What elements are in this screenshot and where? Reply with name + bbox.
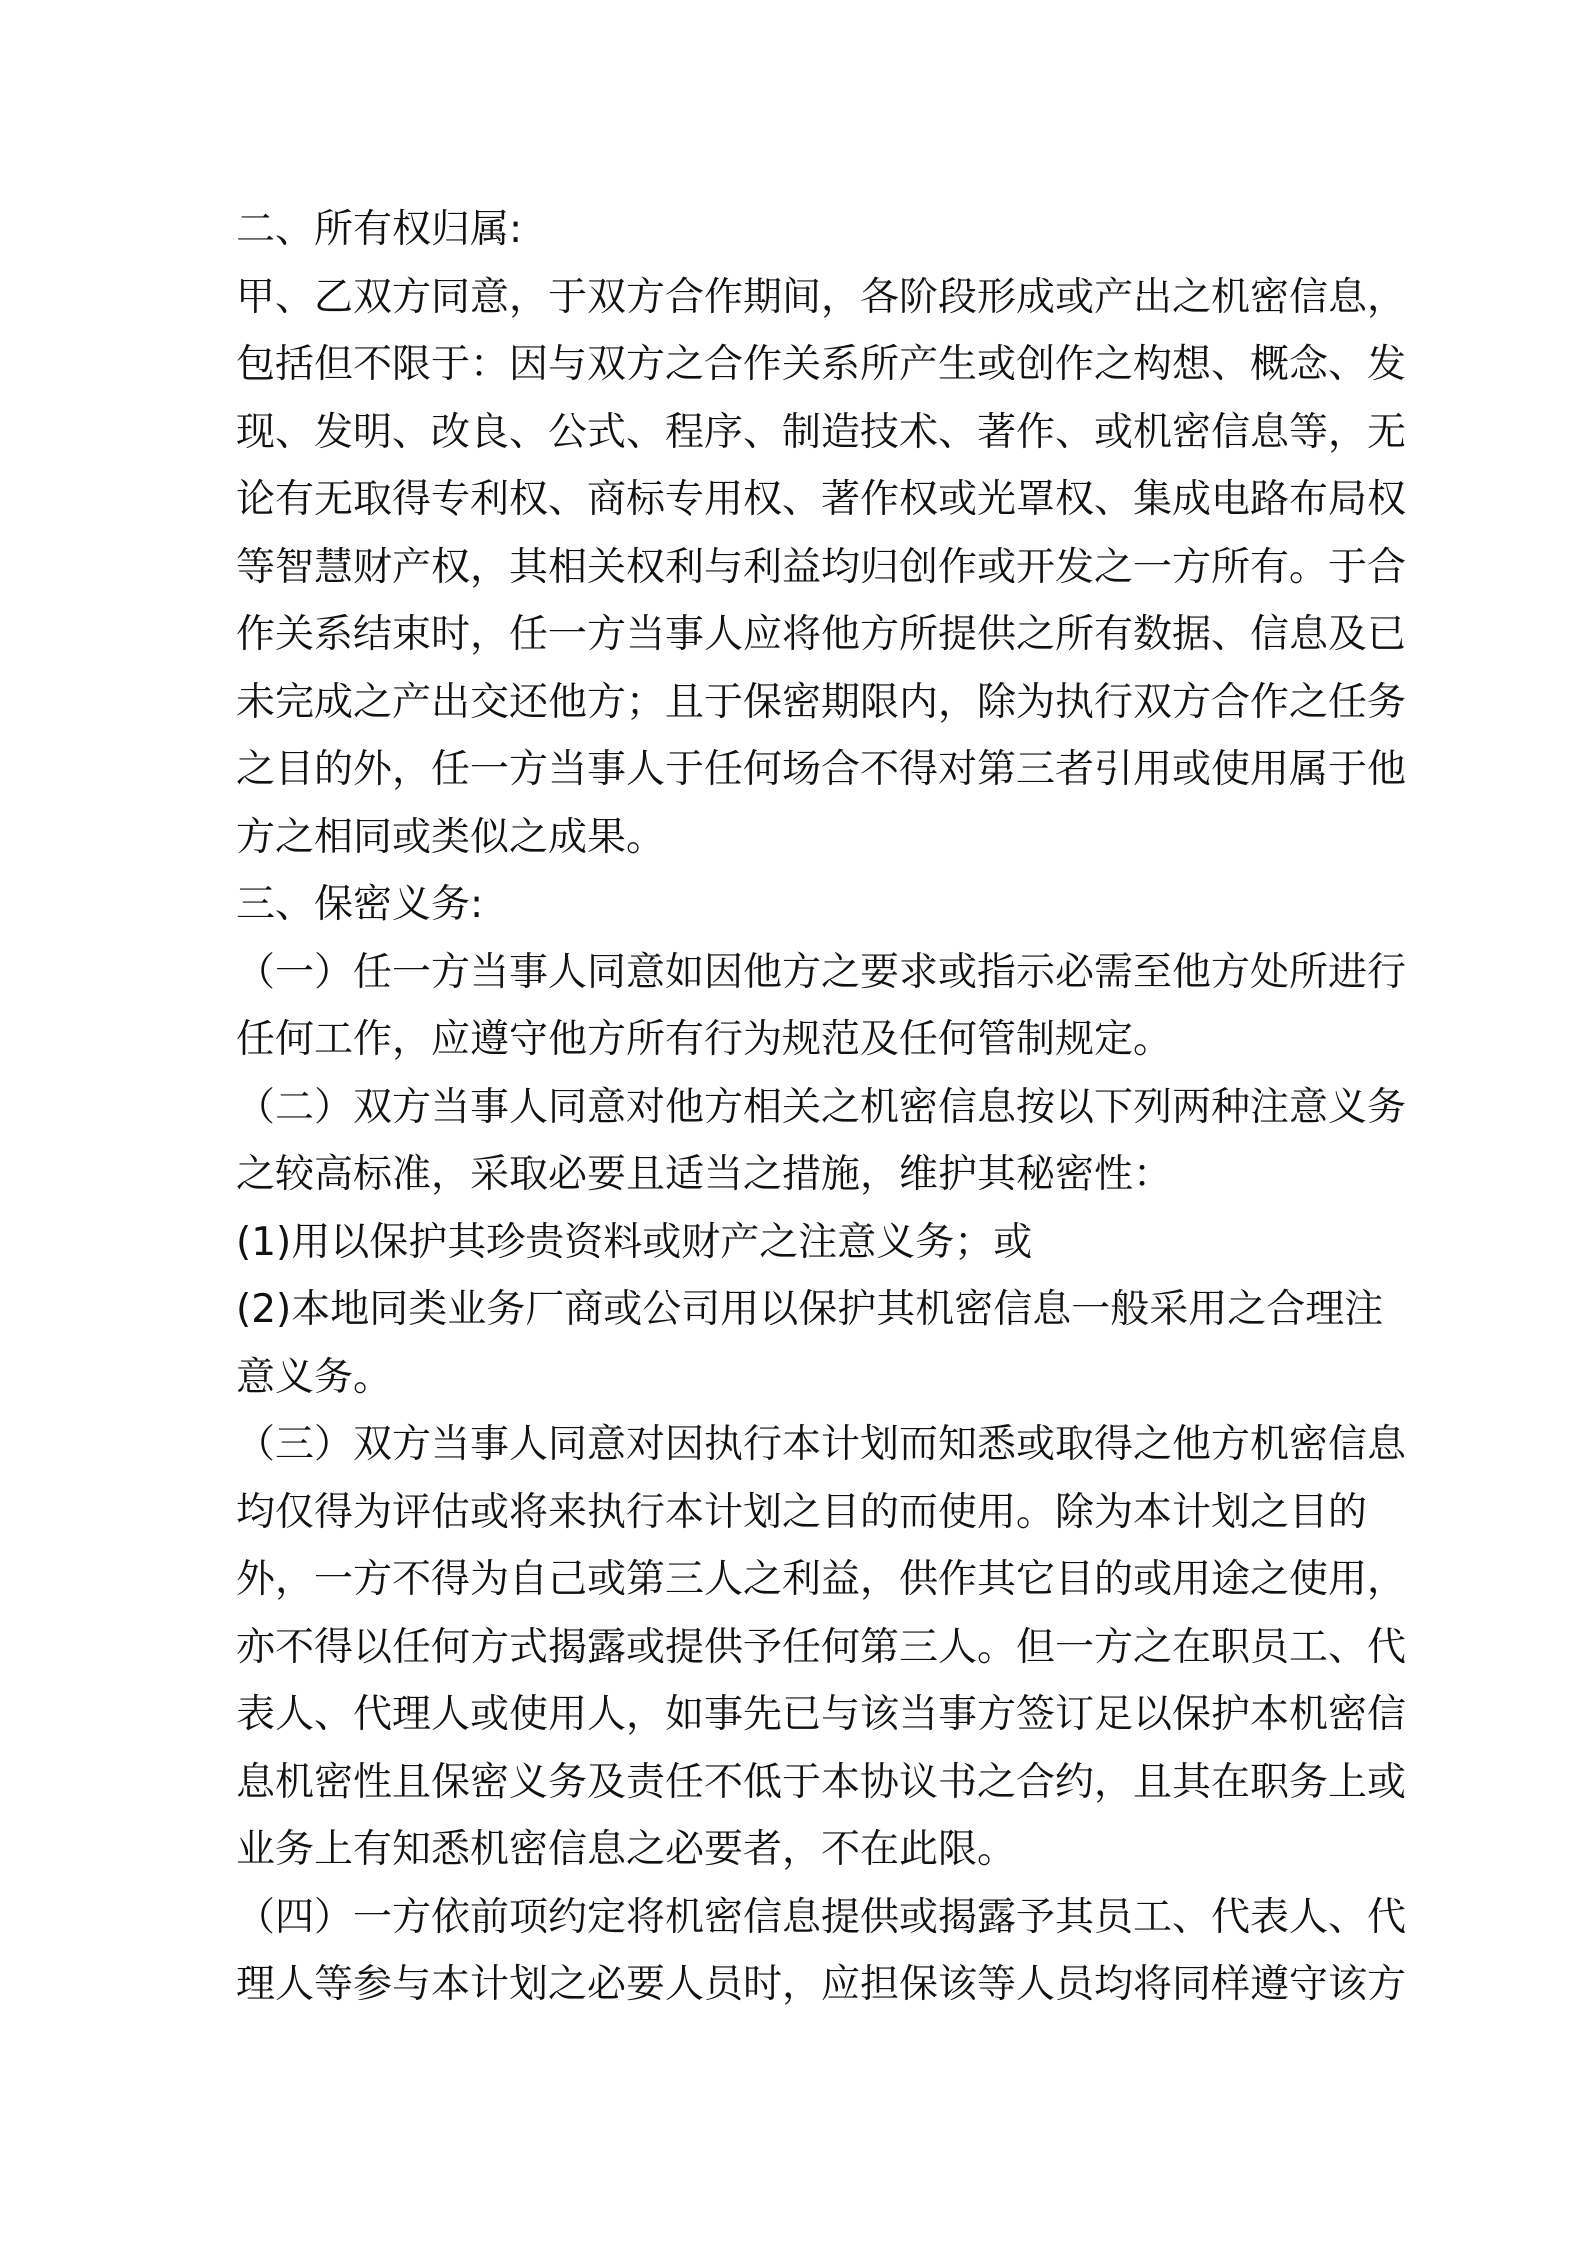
clause-item-line: (2)本地同类业务厂商或公司用以保护其机密信息一般采用之合理注 bbox=[236, 1287, 1384, 1332]
paragraph-line: 甲、乙双方同意，于双方合作期间，各阶段形成或产出之机密信息， bbox=[236, 274, 1407, 320]
document-body bbox=[236, 196, 1407, 2019]
paragraph-line: 之目的外，任一方当事人于任何场合不得对第三者引用或使用属于他 bbox=[236, 747, 1407, 792]
paragraph-line: 现、发明、改良、公式、程序、制造技术、著作、或机密信息等，无 bbox=[236, 409, 1407, 455]
clause-line: 息机密性且保密义务及责任不低于本协议书之合约，且其在职务上或 bbox=[236, 1759, 1407, 1805]
clause-line: （二）双方当事人同意对他方相关之机密信息按以下列两种注意义务 bbox=[236, 1084, 1407, 1130]
clause-line: 表人、代理人或使用人，如事先已与该当事方签订足以保护本机密信 bbox=[236, 1692, 1407, 1737]
clause-item-line: 意义务。 bbox=[236, 1354, 393, 1400]
clause-line: 之较高标准，采取必要且适当之措施，维护其秘密性： bbox=[236, 1152, 1173, 1197]
clause-item-line: (1)用以保护其珍贵资料或财产之注意义务；或 bbox=[236, 1219, 1033, 1265]
paragraph-line: 包括但不限于：因与双方之合作关系所产生或创作之构想、概念、发 bbox=[236, 342, 1407, 387]
clause-line: （三）双方当事人同意对因执行本计划而知悉或取得之他方机密信息 bbox=[236, 1422, 1407, 1467]
section-heading-ownership: 二、所有权归属: bbox=[236, 207, 523, 252]
clause-line: （四）一方依前项约定将机密信息提供或揭露予其员工、代表人、代 bbox=[236, 1894, 1407, 1940]
paragraph-line: 论有无取得专利权、商标专用权、著作权或光罩权、集成电路布局权 bbox=[236, 477, 1407, 522]
paragraph-line: 作关系结束时，任一方当事人应将他方所提供之所有数据、信息及已 bbox=[236, 612, 1407, 657]
clause-line: 均仅得为评估或将来执行本计划之目的而使用。除为本计划之目的 bbox=[236, 1489, 1368, 1535]
paragraph-line: 方之相同或类似之成果。 bbox=[236, 814, 666, 860]
clause-line: 亦不得以任何方式揭露或提供予任何第三人。但一方之在职员工、代 bbox=[236, 1624, 1407, 1670]
clause-line: 理人等参与本计划之必要人员时，应担保该等人员均将同样遵守该方 bbox=[236, 1962, 1407, 2007]
paragraph-line: 未完成之产出交还他方；且于保密期限内，除为执行双方合作之任务 bbox=[236, 679, 1407, 725]
clause-line: （一）任一方当事人同意如因他方之要求或指示必需至他方处所进行 bbox=[236, 949, 1407, 995]
clause-line: 任何工作，应遵守他方所有行为规范及任何管制规定。 bbox=[236, 1017, 1173, 1062]
paragraph-line: 等智慧财产权，其相关权利与利益均归创作或开发之一方所有。于合 bbox=[236, 544, 1407, 590]
clause-line: 外，一方不得为自己或第三人之利益，供作其它目的或用途之使用， bbox=[236, 1557, 1407, 1602]
clause-line: 业务上有知悉机密信息之必要者，不在此限。 bbox=[236, 1827, 1017, 1872]
section-heading-confidentiality: 三、保密义务: bbox=[236, 882, 484, 927]
